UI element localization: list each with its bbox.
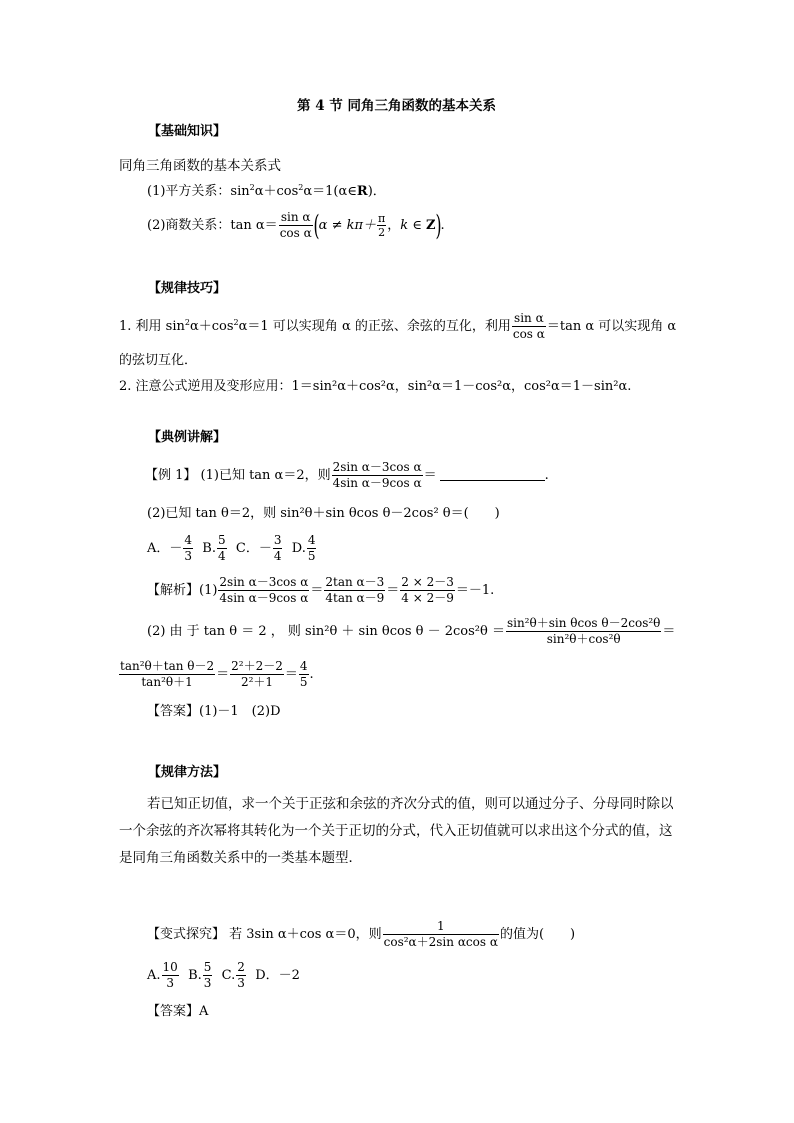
tip-line-1-cont: 的弦切互化． — [119, 353, 198, 368]
fraction-example-1: $\frac{\text{2sin α－3cos α}}{\text{4sin α－9cos α}}$ — [332, 460, 422, 490]
fraction-pi-over-2: $\frac{\pi}{2}$ — [378, 212, 386, 239]
section-heading-examples: 【典例讲解】 — [148, 430, 227, 445]
answer-blank — [440, 479, 545, 481]
tip-line-1: 1. 利用 $\sin^2\alpha+\cos^2\alpha=1$ 可以实现角 α 的正弦、余弦的互化，利用 $\frac{\text{sin α}}{\text{cos α}}$ ＝tan α 可以实现角 α — [119, 311, 677, 341]
fraction-sin-over-cos: $\frac{\text{sin α}}{\text{cos α}}$ — [512, 311, 545, 341]
example-1-question-2: (2)已知 tan θ＝2，则 sin²θ＋sin θcos θ－2cos² θ＝( ) — [147, 506, 500, 521]
formula-square-relation: (1)平方关系：$\sin^2\alpha+\cos^2\alpha=1(\alpha\in R)$． — [147, 183, 386, 199]
solution-part-2-cont: $\frac{\text{tan²θ＋tan θ－2}}{\text{tan²θ＋1}}$ ＝ $\frac{\text{2²＋2－2}}{\text{2²＋1}}$ ＝ $\frac{4}{5}$ . — [120, 659, 314, 689]
example-1-answer: 【答案】(1)－1 (2)D — [147, 704, 281, 719]
solution-part-2: (2) 由 于 tan θ ＝ 2 ， 则 sin²θ ＋ sin θcos θ － 2cos²θ ＝ $\frac{\text{sin²θ＋sin θcos θ－2cos²θ}}{\text{sin²θ＋cos²θ}}$ ＝ — [147, 616, 676, 646]
section-heading-basic: 【基础知识】 — [148, 124, 227, 139]
variant-question: 【变式探究】 若 3sin α＋cos α＝0，则 $\frac{1}{\text{cos²α＋2sin αcos α}}$ 的值为( ) — [147, 919, 576, 949]
formula-quotient-relation: (2)商数关系：tan α＝ $\frac{\text{sin α}}{\text{cos α}}$ (α ≠ kπ＋ $\frac{\pi}{2}$ ，k ∈ Z). — [147, 208, 445, 242]
example-1-options: A．－ $\frac{4}{3}$ B. $\frac{5}{4}$ C．－ $\frac{3}{4}$ D. $\frac{4}{5}$ — [147, 533, 316, 563]
example-1-question-1: 【例 1】 (1)已知 tan α＝2，则 $\frac{\text{2sin α－3cos α}}{\text{4sin α－9cos α}}$ ＝ . — [145, 460, 549, 490]
method-paragraph: 若已知正切值，求一个关于正弦和余弦的齐次分式的值，则可以通过分子、分母同时除以一个余弦的齐次幂将其转化为一个关于正切的分式，代入正切值就可以求出这个分式的值，这是同角三角函数关系中的一类基本题型． — [119, 796, 674, 866]
section-heading-tips: 【规律技巧】 — [148, 281, 227, 296]
basic-intro: 同角三角函数的基本关系式 — [119, 158, 281, 174]
solution-part-1: 【解析】(1) $\frac{\text{2sin α－3cos α}}{\text{4sin α－9cos α}}$ ＝ $\frac{\text{2tan α－3}}{\text{4tan α－9}}$ ＝ $\frac{2 \times 2-3}{4 \times 2-9}$ ＝－1. — [147, 575, 495, 605]
variant-answer: 【答案】A — [147, 1004, 209, 1019]
variant-options: A. $\frac{10}{3}$ B. $\frac{5}{3}$ C. $\frac{2}{3}$ D．－2 — [147, 960, 300, 990]
tip-line-2: 2. 注意公式逆用及变形应用：1＝sin²α＋cos²α，sin²α＝1－cos²α，cos²α＝1－sin²α. — [119, 379, 632, 394]
fraction-sin-over-cos: $\frac{\text{sin α}}{\text{cos α}}$ — [279, 210, 312, 240]
page-title: 第 4 节 同角三角函数的基本关系 — [297, 98, 496, 114]
section-heading-method: 【规律方法】 — [148, 765, 227, 780]
